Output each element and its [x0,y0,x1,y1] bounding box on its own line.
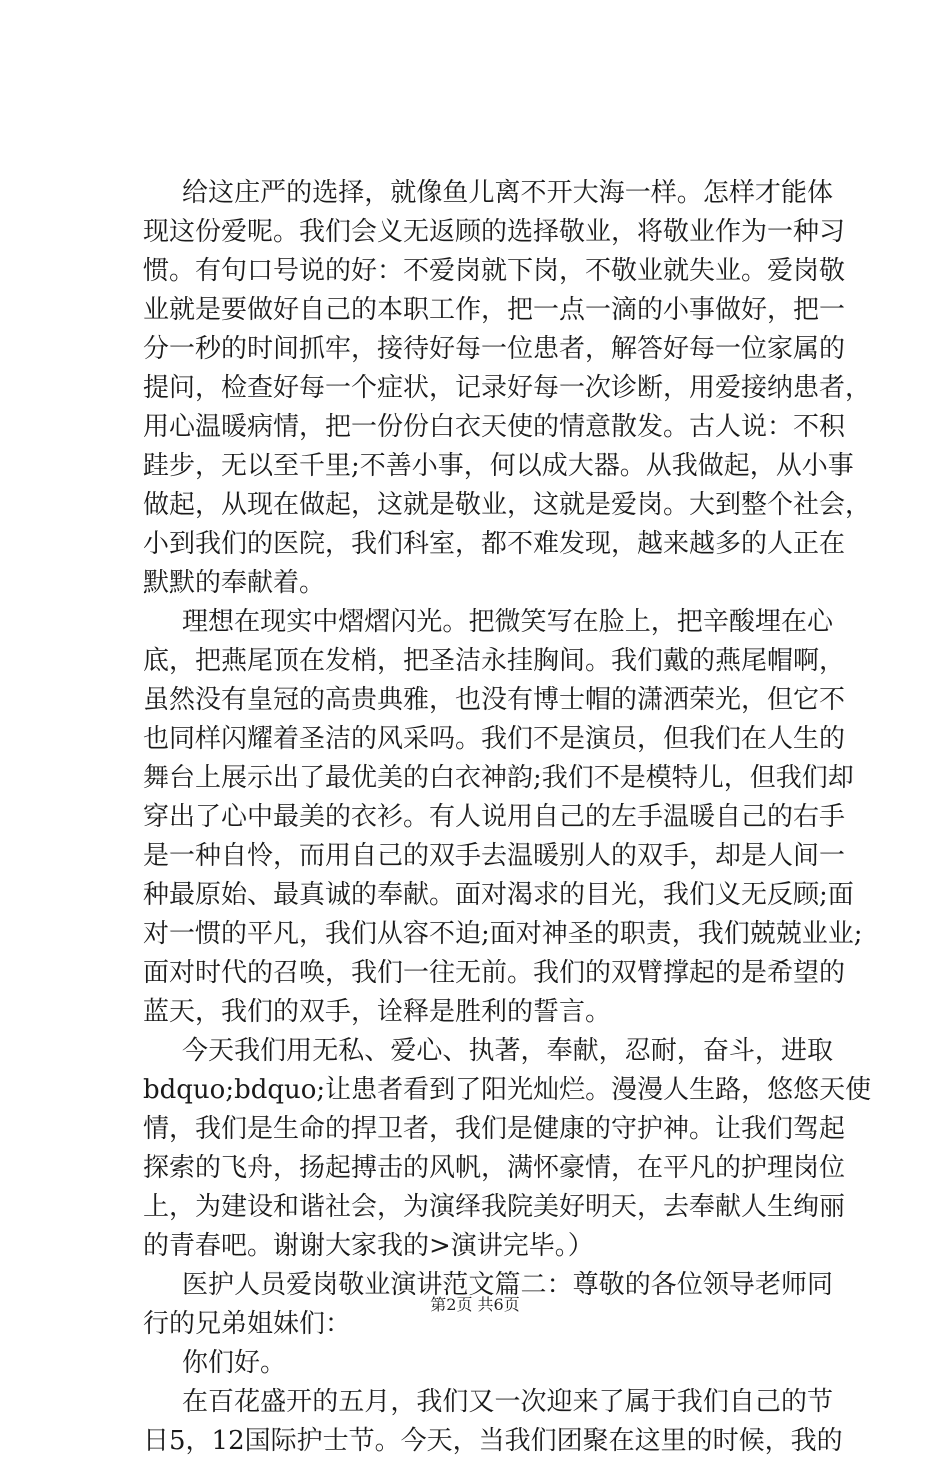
text-line: 惯。有句口号说的好：不爱岗就下岗，不敬业就失业。爱岗敬 [143,256,846,286]
text-line: 理想在现实中熠熠闪光。把微笑写在脸上，把辛酸埋在心 [182,607,833,637]
text-line: 上，为建设和谐社会，为演绎我院美好明天，去奉献人生绚丽 [143,1192,846,1222]
text-line: 虽然没有皇冠的高贵典雅，也没有博士帽的潇洒荣光，但它不 [143,685,846,715]
text-line: 的青春吧。谢谢大家我的>演讲完毕。） [143,1231,594,1261]
text-line: 现这份爱呢。我们会义无返顾的选择敬业，将敬业作为一种习 [143,217,846,247]
page-number-footer: 第2页 共6页 [430,1295,520,1314]
text-line: 种最原始、最真诚的奉献。面对渴求的目光，我们义无反顾;面 [143,880,854,910]
text-line: 对一惯的平凡，我们从容不迫;面对神圣的职责，我们兢兢业业; [143,919,863,949]
text-line: 蓝天，我们的双手，诠释是胜利的誓言。 [143,997,612,1027]
text-line: 跬步，无以至千里;不善小事，何以成大器。从我做起，从小事 [143,451,854,481]
text-line: 日5，12国际护士节。今天，当我们团聚在这里的时候，我的 [143,1426,843,1456]
text-line: 面对时代的召唤，我们一往无前。我们的双臂撑起的是希望的 [143,958,846,988]
text-line: 在百花盛开的五月，我们又一次迎来了属于我们自己的节 [182,1387,833,1417]
text-line: 情，我们是生命的捍卫者，我们是健康的守护神。让我们驾起 [143,1114,846,1144]
text-line: 医护人员爱岗敬业演讲范文篇二：尊敬的各位领导老师同 [182,1270,833,1300]
text-line: 默默的奉献着。 [143,568,326,598]
text-line: 小到我们的医院，我们科室，都不难发现，越来越多的人正在 [143,529,846,559]
text-line: 底，把燕尾顶在发梢，把圣洁永挂胸间。我们戴的燕尾帽啊， [143,646,846,676]
document-body [143,174,872,1461]
text-line: 舞台上展示出了最优美的白衣神韵;我们不是模特儿，但我们却 [143,763,854,793]
text-line: 穿出了心中最美的衣衫。有人说用自己的左手温暖自己的右手 [143,802,846,832]
text-line: 是一种自怜，而用自己的双手去温暖别人的双手，却是人间一 [143,841,846,871]
text-line: 今天我们用无私、爱心、执著，奉献，忍耐，奋斗，进取 [182,1036,833,1066]
text-line: 提问，检查好每一个症状，记录好每一次诊断，用爱接纳患者， [143,373,872,403]
text-line: 业就是要做好自己的本职工作，把一点一滴的小事做好，把一 [143,295,846,325]
text-line: 也同样闪耀着圣洁的风采吗。我们不是演员，但我们在人生的 [143,724,846,754]
text-line: 探索的飞舟，扬起搏击的风帆，满怀豪情，在平凡的护理岗位 [143,1153,846,1183]
text-line: 做起，从现在做起，这就是敬业，这就是爱岗。大到整个社会， [143,490,872,520]
text-line: 分一秒的时间抓牢，接待好每一位患者，解答好每一位家属的 [143,334,846,364]
text-line: 你们好。 [182,1348,287,1378]
text-line: 用心温暖病情，把一份份白衣天使的情意散发。古人说：不积 [143,412,846,442]
text-line: bdquo;bdquo;让患者看到了阳光灿烂。漫漫人生路，悠悠天使 [143,1075,872,1105]
text-line: 行的兄弟姐妹们： [143,1309,352,1339]
text-line: 给这庄严的选择，就像鱼儿离不开大海一样。怎样才能体 [182,178,833,208]
